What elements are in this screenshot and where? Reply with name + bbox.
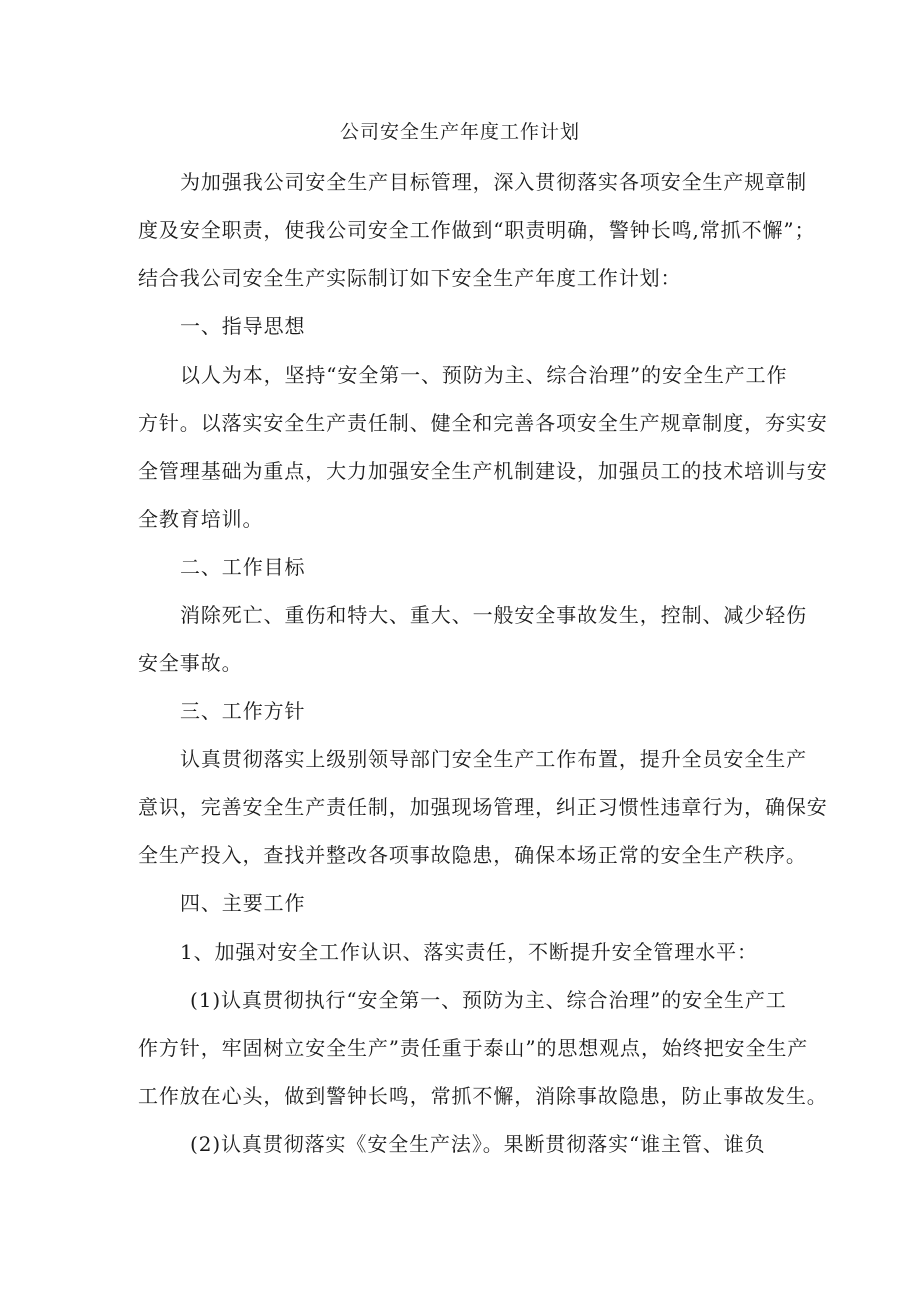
paragraph-line: 为加强我公司安全生产目标管理，深入贯彻落实各项安全生产规章制 [180, 170, 807, 194]
paragraph-line: 全教育培训。 [138, 507, 264, 531]
paragraph-line: 结合我公司安全生产实际制订如下安全生产年度工作计划： [138, 266, 682, 290]
section-heading: 一、指导思想 [180, 314, 306, 338]
paragraph-line: 消除死亡、重伤和特大、重大、一般安全事故发生，控制、减少轻伤 [180, 603, 807, 627]
paragraph-line: 作方针，牢固树立安全生产”责任重于泰山”的思想观点，始终把安全生产 [138, 1036, 809, 1060]
paragraph-line: 度及安全职责，使我公司安全工作做到“职责明确，警钟长鸣,常抓不懈”； [138, 218, 816, 242]
document-title: 公司安全生产年度工作计划 [339, 121, 580, 143]
section-heading: 三、工作方针 [180, 699, 306, 723]
paragraph-line: 全管理基础为重点，大力加强安全生产机制建设，加强员工的技术培训与安 [138, 459, 828, 483]
paragraph-line: 工作放在心头，做到警钟长鸣，常抓不懈，消除事故隐患，防止事故发生。 [138, 1084, 828, 1108]
paragraph-line: (2)认真贯彻落实《安全生产法》。果断贯彻落实“谁主管、谁负 [190, 1132, 766, 1156]
section-heading: 二、工作目标 [180, 555, 306, 579]
paragraph-line: 以人为本，坚持“安全第一、预防为主、综合治理”的安全生产工作 [180, 363, 788, 387]
paragraph-line: 方针。以落实安全生产责任制、健全和完善各项安全生产规章制度，夯实安 [138, 411, 828, 435]
paragraph-line: (1)认真贯彻执行“安全第一、预防为主、综合治理”的安全生产工 [190, 988, 787, 1012]
paragraph-line: 意识，完善安全生产责任制，加强现场管理，纠正习惯性违章行为，确保安 [138, 795, 828, 819]
paragraph-line: 认真贯彻落实上级别领导部门安全生产工作布置，提升全员安全生产 [180, 747, 807, 771]
paragraph-line: 全生产投入，查找并整改各项事故隐患，确保本场正常的安全生产秩序。 [138, 843, 807, 867]
paragraph-line: 安全事故。 [138, 651, 243, 675]
section-heading: 四、主要工作 [180, 891, 306, 915]
paragraph-line: 1、加强对安全工作认识、落实责任，不断提升安全管理水平： [180, 940, 758, 964]
